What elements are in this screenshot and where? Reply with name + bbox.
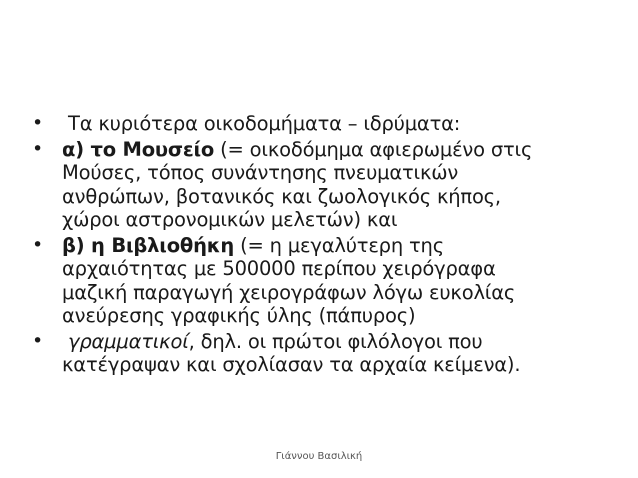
bullet-marker: • [32, 329, 44, 352]
bullet-line: ανθρώπων, βοτανικός και ζωολογικός κήπος, [62, 184, 501, 208]
bullet-bold-term: β) η Βιβλιοθήκη [62, 233, 235, 257]
bullet-line: Τα κυριότερα οικοδομήματα – ιδρύματα: [68, 112, 461, 135]
bullet-line: αρχαιότητας με 500000 περίπου χειρόγραφα [62, 257, 496, 280]
bullet-line: κατέγραψαν και σχολίασαν τα αρχαία κείμενα). [62, 353, 521, 376]
bullet-text: (= οικοδόμημα αφιερωμένο στις [214, 137, 533, 161]
bullet-line: Μούσες, τόπος συνάντησης πνευματικών [62, 161, 459, 184]
bullet-line: χώροι αστρονομικών μελετών) και [62, 208, 398, 231]
bullet-item-3 [32, 234, 612, 328]
bullet-line: μαζική παραγωγή χειρογράφων λόγω ευκολίας [62, 280, 516, 304]
bullet-marker: • [32, 137, 44, 160]
bullet-first-line [62, 330, 612, 354]
bullet-text: , δηλ. οι πρώτοι φιλόλογοι που [188, 329, 483, 353]
bullet-list [32, 112, 612, 379]
bullet-bold-term: α) το Μουσείο [62, 137, 215, 161]
bullet-item-2 [32, 138, 612, 232]
bullet-line: ανεύρεσης γραφικής ύλης (πάπυρος) [62, 304, 416, 327]
bullet-text: (= η μεγαλύτερη της [234, 233, 444, 257]
bullet-marker: • [32, 112, 44, 134]
bullet-italic-term: γραμματικοί [68, 329, 189, 353]
bullet-item-1 [32, 112, 612, 136]
bullet-marker: • [32, 233, 44, 256]
bullet-first-line [62, 138, 612, 162]
bullet-item-4 [32, 330, 612, 377]
slide-footer: Γιάννου Βασιλική [275, 451, 363, 462]
bullet-first-line [62, 234, 612, 258]
